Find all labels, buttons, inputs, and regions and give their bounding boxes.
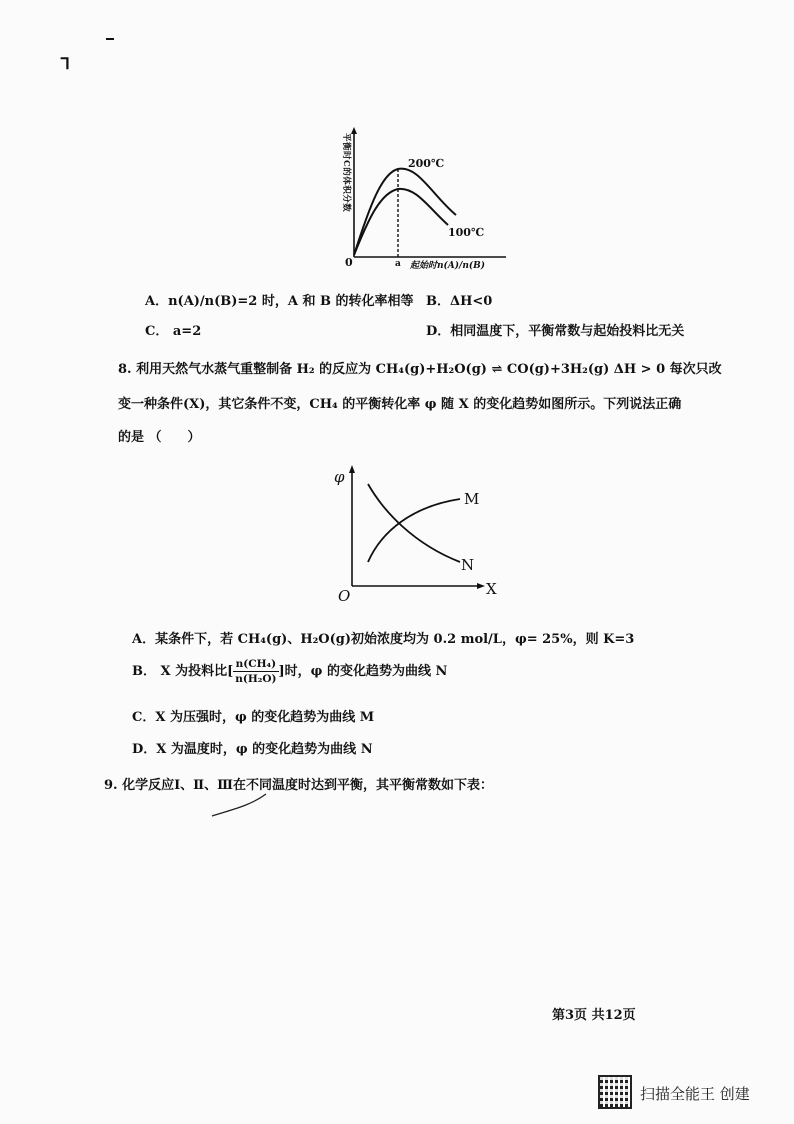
q8-option-b-fraction <box>233 657 278 686</box>
pen-stroke <box>210 790 270 820</box>
q8-option-b-denominator: n(H₂O) <box>235 673 277 685</box>
q9-line-1: 9. 化学反应Ⅰ、Ⅱ、Ⅲ在不同温度时达到平衡，其平衡常数如下表： <box>104 778 493 793</box>
fig1-curve-200c <box>354 169 456 255</box>
q7-option-a: A．n(A)/n(B)=2 时，A 和 B 的转化率相等 <box>145 294 414 309</box>
fig2-x-arrow <box>477 583 485 589</box>
q7-option-c: C． a=2 <box>145 324 202 339</box>
fig1-label-200c: 200℃ <box>408 157 445 170</box>
q8-option-b-prefix: B． X 为投料比[ <box>132 664 234 679</box>
q8-option-c: C．X 为压强时，φ 的变化趋势为曲线 M <box>132 710 375 725</box>
fig1-label-100c: 100℃ <box>448 226 485 239</box>
fig2-y-arrow <box>349 465 355 473</box>
q8-option-b-suffix: ]时，φ 的变化趋势为曲线 N <box>278 664 448 679</box>
fig1-origin: 0 <box>345 256 353 269</box>
q8-option-b <box>132 657 447 686</box>
fig2-label-m: M <box>464 490 480 508</box>
fig2-ylabel: φ <box>334 468 345 486</box>
fig2-xlabel: X <box>486 580 497 598</box>
fig1-curve-100c <box>354 189 448 255</box>
figure-1-chart <box>320 125 520 275</box>
q8-option-a: A．某条件下，若 CH₄(g)、H₂O(g)初始浓度均为 0.2 mol/L，φ= 25%，则 K=3 <box>132 632 635 647</box>
q8-line-3: 的是 （ ） <box>118 430 201 445</box>
scanner-watermark: 扫描全能王 创建 <box>640 1085 750 1103</box>
stray-mark: ᒣ <box>60 54 70 73</box>
q7-option-b: B．ΔH<0 <box>426 294 493 309</box>
q7-option-d: D．相同温度下，平衡常数与起始投料比无关 <box>426 324 685 339</box>
stray-dash <box>106 38 114 40</box>
fig2-label-n: N <box>461 556 475 574</box>
fig1-xlabel: 起始时n(A)/n(B) <box>410 261 485 271</box>
figure-2-chart <box>330 462 510 607</box>
fig1-tick-a: a <box>395 259 401 269</box>
q8-line-2: 变一种条件(X)，其它条件不变，CH₄ 的平衡转化率 φ 随 X 的变化趋势如图所示。下列说法正确 <box>118 397 682 412</box>
fig2-curve-n <box>368 484 460 562</box>
fig2-curve-m <box>368 499 460 562</box>
q8-option-d: D．X 为温度时，φ 的变化趋势为曲线 N <box>132 742 373 757</box>
q8-line-1: 8. 利用天然气水蒸气重整制备 H₂ 的反应为 CH₄(g)+H₂O(g) ⇌ CO(g)+3H₂(g) ΔH > 0 每次只改 <box>118 362 722 377</box>
q8-option-b-numerator: n(CH₄) <box>233 657 278 672</box>
fig1-ylabel: 平衡时C的体积分数 <box>341 133 351 213</box>
fig2-origin: O <box>338 587 351 605</box>
page-number: 第3页 共12页 <box>552 1008 636 1023</box>
qr-code-icon <box>598 1075 632 1109</box>
